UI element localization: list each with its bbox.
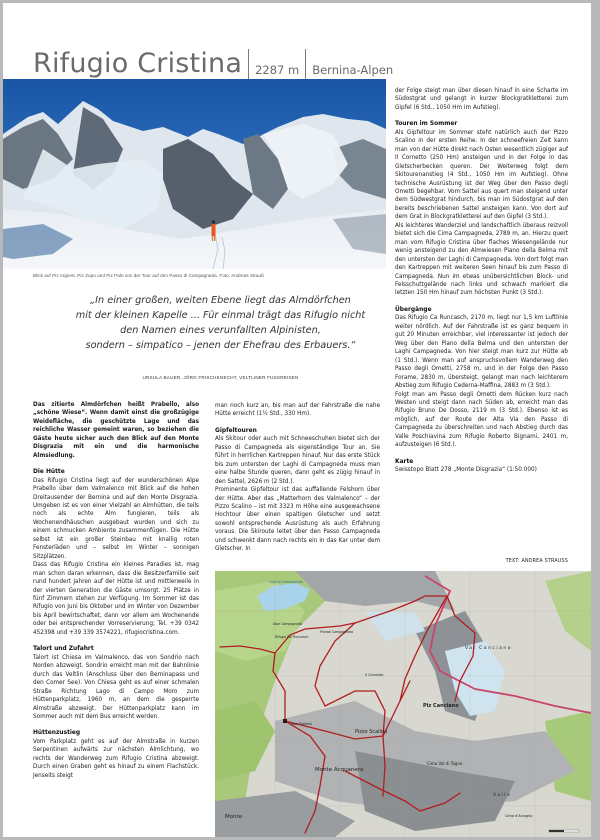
paragraph: Als Gipfeltour im Sommer steht natürlich auch der Pizzo Scalino in der ersten Reihe. In der schneefreien Zeit kann man von der Hütte direkt nach Osten wesentlich zügiger auf Il Cornetto (250 Hm) ansteigen und in der Folge in das Gletscherbecken queren. Der Weiterweg folgt dem Skitourenanstieg (4 Std., 1050 Hm im Aufstieg). Ohne technische Ausrüstung ist der Weg über den Passo degli Ometti begehbar. Vom Sattel aus quert man steigend unter dem Südwestgrat hindurch, bis man im Südostgrat auf den bereits beschriebenen Sattel ansteigen kann. Von dort auf dem Grat in Blockgratkletterei auf den Gipfel (3 Std.).: [395, 129, 568, 221]
paragraph: Vom Parkplatz geht es auf der Almstraße in kurzen Serpentinen aufwärts zur nächsten Almlichtung, wo rechts der Wanderweg zum Rifugio Cristina abzweigt. Durch einen Graben geht es hinauf zu einem Flachstück. Jenseits steigt: [33, 738, 199, 779]
paragraph: Als leichteres Wanderziel und landschaftlich überaus reizvoll bietet sich die Cima Campagneda, 2789 m, an. Hierzu quert man vom Rifugio Cristina über flaches Wiesengelände nur wenig ansteigend zu den Almwiesen Piano della Belma mit den untersten der Laghi di Campagneda. Von dort folgt man den Kartreppen mit weiteren Seen hinauf bis zum Passo di Campagneda. Nun im etwas unübersichtlichen Block- und Felsschuttgelände nach links und schwach markiert die letzten 150 Hm hinauf zum höchsten Punkt (3 Std.).: [395, 222, 568, 297]
svg-text:Pizzo Scalino: Pizzo Scalino: [355, 729, 388, 735]
mountain-photo: [3, 79, 386, 269]
article-column-right: [395, 87, 568, 475]
svg-text:Il Cornetto: Il Cornetto: [365, 673, 384, 677]
hut-name: Rifugio Cristina: [33, 48, 243, 79]
magazine-page: [3, 3, 591, 837]
svg-text:Lago di Campagneda: Lago di Campagneda: [269, 580, 303, 584]
svg-text:Piz Canciano: Piz Canciano: [423, 703, 459, 709]
quote-line: „In einer großen, weiten Ebene liegt das Almdörfchen: [90, 295, 351, 306]
svg-text:Alpe Campagneda: Alpe Campagneda: [273, 622, 303, 626]
paragraph: Dass das Rifugio Cristina ein kleines Paradies ist, mag man schon daran erkennen, dass die Besitzerfamilie seit rund hundert Jahren auf der Hütte ist und mittlerweile in der vierten Generation die Gäste umsorgt. 25 Plätze in fünf Zimmern stehen zur Verfügung. Im Sommer ist das Rifugio von Juni bis Oktober und im Winter von Dezember bis April bewirtschaftet, dann vor allem am Wochenende oder bei entsprechender Vorreservierung; Tel. +39 0342 452398 und +39 339 3574221, rifugiocristina.com.: [33, 562, 199, 636]
svg-text:Monte Acquanera: Monte Acquanera: [315, 767, 364, 773]
paragraph: Folgt man am Passo degli Ometti dem Rücken kurz nach Westen und steigt dann nach Süden ab, erreicht man das Rifugio Bruno De Dosso, 2119 m (3 Std.). Ebenso ist es möglich, auf der Route der Alta Via den Passo di Campagneda zu überschreiten und nach Abstieg durch das Valle Poschiavina zum Rifugio Roberto Bignami, 2401 m, aufzusteigen (6 Std.).: [395, 391, 568, 449]
title-divider: [305, 49, 306, 79]
pull-quote: [58, 293, 383, 353]
paragraph: Talort ist Chiesa im Valmalenco, das von Sondrio nach Norden abzweigt. Sondrio erreicht man mit der Bahnlinie durch das Veltlin (Anschluss über den Berninapass und den Comer See). Von Chiesa geht es auf einer schmalen Straße Richtung Lago di Campo Moro zum Hüttenparkplatz, 1960 m, an dem die gesperrte Almstraße abzweigt. Der Hüttenparkplatz kann im Sommer auch mit dem Bus erreicht werden.: [33, 654, 199, 720]
map-scale-bar: [549, 830, 579, 832]
article-column-middle: [215, 402, 380, 554]
paragraph: der Folge steigt man über diesen hinauf in eine Scharte im Südostgrat und gelangt in kurzer Blockgratkletterei zum Gipfel (6 Std., 1050 Hm im Aufstieg).: [395, 88, 568, 111]
svg-text:Pianalt Campagneda: Pianalt Campagneda: [320, 630, 354, 634]
section-heading-die-huette: Die Hütte: [33, 469, 65, 476]
route-map-image: [215, 571, 591, 837]
paragraph: Das Rifugio Ca Runcasch, 2170 m, liegt nur 1,5 km Luftlinie weiter nördlich. Auf der Fahrstraße ist es ganz bequem in gut 20 Minuten erreichbar, viel interessanter ist jedoch der Weg über den Piano della Belma und den untersten der Laghi Campagneda. Von hier steigt man kurz zur Hütte ab (1 Std.). Wenn man auf anspruchsvollem Wanderweg den Passo degli Ometti, 2758 m, und in der Folge den Passo Forame, 2830 m, übersteigt, gelangt man nach leichterem Abstieg zum Rifugio Cederna-Maffina, 2883 m (3 Std.).: [395, 315, 568, 390]
lead-paragraph: Das zitierte Almdörfchen heißt Prabello, also „schöne Wiese“. Wenn damit einst die großzügige Weidefläche, die geschützte Lage und das reichliche Wasser gemeint waren, so beziehen die Gäste heute sicher auch den Blick auf den Monte Disgrazia mit ein und die harmonische Almsiedlung.: [33, 402, 199, 459]
paragraph: Swisstopo Blatt 278 „Monte Disgrazia“ (1:50.000): [395, 467, 537, 474]
paragraph: Als Skitour oder auch mit Schneeschuhen bietet sich der Passo di Campagneda als eigenständige Tour an. Sie führt in herrlichen Kartreppen hinauf. Nur das erste Stück bis zum untersten der Laghi di Campagneda muss man eine halbe Stunde queren, dann geht es zügig hinauf in den Sattel, 2626 m (2 Std.).: [215, 436, 380, 485]
section-heading-huettenzustieg: Hüttenzustieg: [33, 730, 81, 737]
svg-text:Rifugio Ca' Runcasch: Rifugio Ca' Runcasch: [275, 635, 309, 639]
svg-text:Monte: Monte: [225, 814, 243, 820]
quote-source: URSULA BAUER, JÖRG FRISCHKNECHT, VELTLINER FUSSREISEN: [142, 375, 299, 380]
svg-text:Cima Val di Togno: Cima Val di Togno: [427, 761, 463, 766]
section-heading-gipfeltouren: Gipfeltouren: [215, 427, 257, 434]
title-divider: [248, 49, 249, 79]
mountain-landscape-image: [3, 79, 386, 269]
article-column-left: [33, 401, 199, 780]
topographic-map: [215, 571, 591, 837]
photo-caption: Blick auf Piz Argient, Piz Zupo und Piz Palü von der Tour auf den Passo di Campagneda. Foto: Andreas Strauß: [33, 273, 264, 278]
svg-text:Cima d'Arcoglio: Cima d'Arcoglio: [505, 814, 533, 818]
page-title: [33, 39, 393, 79]
section-heading-uebergaenge: Übergänge: [395, 306, 432, 313]
paragraph: man noch kurz an, bis man auf der Fahrstraße die nahe Hütte erreicht (1½ Std., 330 Hm).: [215, 403, 380, 418]
paragraph: Das Rifugio Cristina liegt auf der wunderschönen Alpe Prabello über dem Valmalenco mit Blick auf die hohen Dreitausender der Bernina und auf den Monte Disgrazia. Umgeben ist es von einer Vielzahl an Almhütten, die teils noch als echte Alm fungieren, teils als Wochenendhäuschen ausgebaut wurden und sich zu einem schmucken Ambiente zusammenfügen. Die Hütte selbst ist ein großer Steinbau mit knallig roten Fensterläden und – selbst im Winter – sonnigen Sitzplätzen.: [33, 477, 199, 560]
hut-marker: [283, 719, 287, 723]
quote-line: sondern – simpatico – jenen der Ehefrau des Erbauers.“: [85, 340, 356, 351]
mountain-region: Bernina-Alpen: [312, 63, 394, 77]
quote-line: mit der kleinen Kapelle ... Für einmal trägt das Rifugio nicht: [75, 310, 366, 321]
hut-altitude: 2287 m: [255, 63, 300, 77]
author-credit: TEXT: ANDREA STRAUSS: [505, 559, 568, 564]
section-heading-karte: Karte: [395, 458, 414, 465]
paragraph: Prominente Gipfeltour ist das auffallende Felshorn über der Hütte. Aber das „Matterhorn des Valmalenco“ – der Pizzo Scalino – ist mit 3323 m Höhe eine ausgewachsene Hochtour über einen spaltigen Gletscher und setzt sowohl entsprechende Ausrüstung als auch Erfahrung voraus. Die Skiroute leitet über den Passo Campagneda und schwenkt dann nach rechts ein in das Kar unter dem Gletscher. In: [215, 487, 380, 553]
svg-text:Alpe Prabello: Alpe Prabello: [291, 722, 312, 726]
section-heading-talort: Talort und Zufahrt: [33, 646, 94, 653]
svg-text:Valle: Valle: [493, 793, 512, 798]
section-heading-touren-im-sommer: Touren im Sommer: [395, 121, 458, 128]
quote-line: den Namen eines verunfallten Alpinisten,: [120, 325, 321, 336]
svg-text:Val Canciano: Val Canciano: [465, 646, 513, 651]
